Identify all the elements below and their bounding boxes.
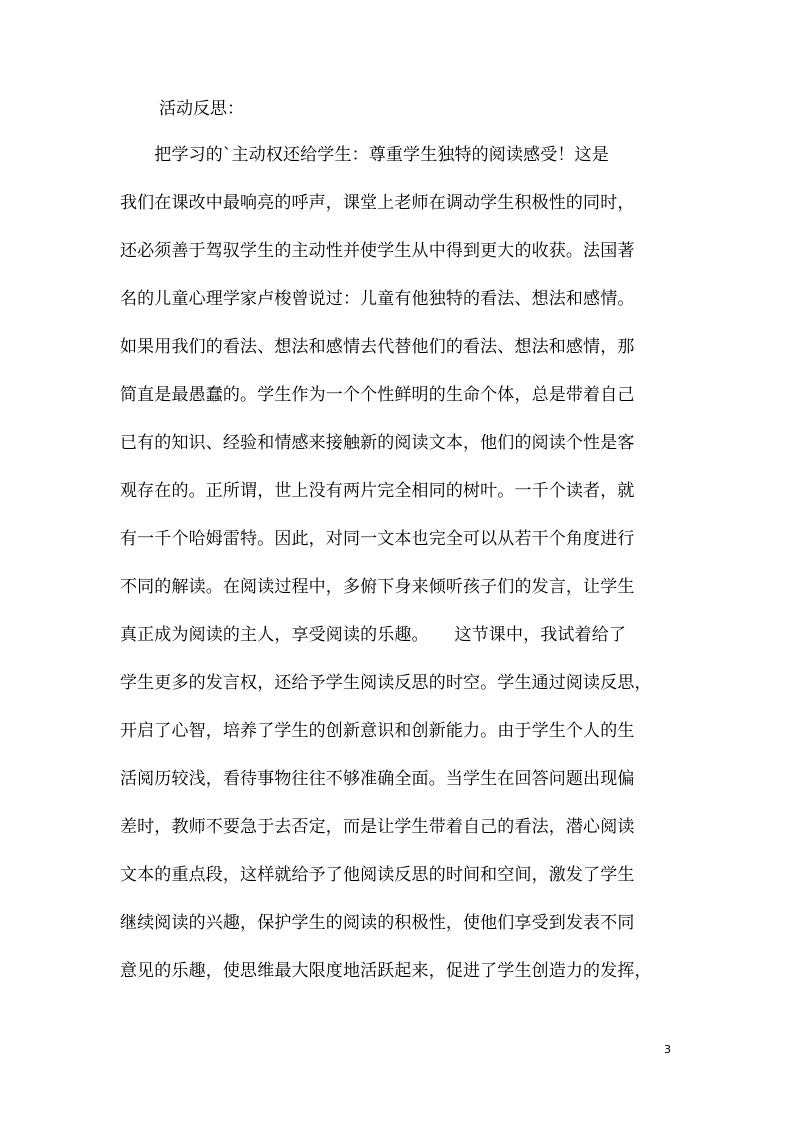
page-number: 3 (664, 1043, 671, 1056)
paragraph-line: 学生更多的发言权，还给予学生阅读反思的时空。学生通过阅读反思， (120, 673, 652, 693)
paragraph-line: 把学习的`主动权还给学生：尊重学生独特的阅读感受！这是 (120, 145, 609, 165)
paragraph-line: 意见的乐趣，使思维最大限度地活跃起来，促进了学生创造力的发挥， (120, 961, 652, 981)
paragraph-line: 继续阅读的兴趣，保护学生的阅读的积极性，使他们享受到发表不同 (120, 913, 635, 933)
paragraph-line: 已有的知识、经验和情感来接触新的阅读文本，他们的阅读个性是客 (120, 433, 635, 453)
paragraph-line: 不同的解读。在阅读过程中，多俯下身来倾听孩子们的发言，让学生 (120, 577, 635, 597)
paragraph-line: 文本的重点段，这样就给予了他阅读反思的时间和空间，激发了学生 (120, 865, 635, 885)
paragraph-line: 如果用我们的看法、想法和感情去代替他们的看法、想法和感情，那 (120, 337, 635, 357)
paragraph-line: 差时，教师不要急于去否定，而是让学生带着自己的看法，潜心阅读 (120, 817, 635, 837)
paragraph-line: 有一千个哈姆雷特。因此，对同一文本也完全可以从若干个角度进行 (120, 529, 635, 549)
paragraph-line: 名的儿童心理学家卢梭曾说过：儿童有他独特的看法、想法和感情。 (120, 289, 635, 309)
paragraph-line: 我们在课改中最响亮的呼声，课堂上老师在调动学生积极性的同时， (120, 193, 635, 213)
paragraph-line: 真正成为阅读的主人，享受阅读的乐趣。 这节课中，我试着给了 (120, 625, 626, 645)
section-heading: 活动反思： (159, 99, 244, 119)
paragraph-line: 还必须善于驾驭学生的主动性并使学生从中得到更大的收获。法国著 (120, 241, 635, 261)
paragraph-line: 简直是最愚蠢的。学生作为一个个性鲜明的生命个体，总是带着自己 (120, 385, 635, 405)
paragraph-line: 开启了心智，培养了学生的创新意识和创新能力。由于学生个人的生 (120, 721, 635, 741)
paragraph-line: 观存在的。正所谓，世上没有两片完全相同的树叶。一千个读者，就 (120, 481, 635, 501)
paragraph-line: 活阅历较浅，看待事物往往不够准确全面。当学生在回答问题出现偏 (120, 769, 635, 789)
